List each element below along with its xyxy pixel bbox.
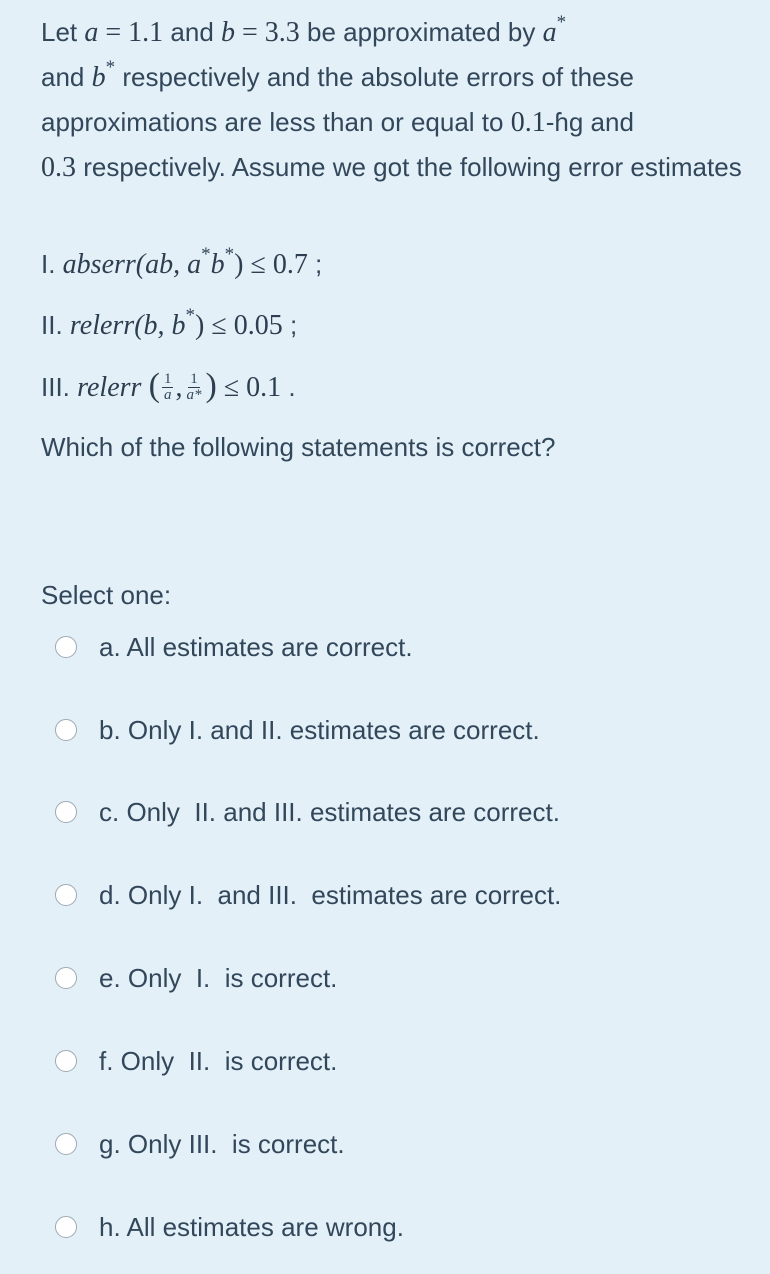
- estimate-2: II. relerr(b, b*) ≤ 0.05 ;: [41, 305, 298, 341]
- radio-button-f[interactable]: [55, 1050, 77, 1072]
- estimate-3: III. relerr ( $\frac{1}{a}$ , $\frac{1}{a*}$ ) ≤ 0.1 .: [41, 367, 296, 404]
- radio-button-a[interactable]: [55, 636, 77, 658]
- option-d[interactable]: [55, 873, 561, 917]
- option-b[interactable]: [55, 708, 540, 752]
- radio-button-b[interactable]: [55, 719, 77, 741]
- option-h-label[interactable]: h. All estimates are wrong.: [99, 1211, 404, 1242]
- option-a[interactable]: [55, 625, 413, 669]
- option-e-label[interactable]: e. Only I. is correct.: [99, 962, 338, 993]
- option-f[interactable]: [55, 1039, 337, 1083]
- option-h[interactable]: [55, 1205, 404, 1249]
- option-g-label[interactable]: g. Only III. is correct.: [99, 1128, 345, 1159]
- radio-button-g[interactable]: [55, 1133, 77, 1155]
- radio-button-h[interactable]: [55, 1216, 77, 1238]
- question-prompt: Which of the following statements is correct?: [41, 432, 556, 462]
- fraction-one-over-a-star: $\frac{1}{a*}$: [186, 370, 202, 403]
- select-one-label: Select one:: [41, 580, 172, 610]
- option-c[interactable]: [55, 790, 560, 834]
- option-d-label[interactable]: d. Only I. and III. estimates are correct.: [99, 879, 562, 910]
- estimate-1: I. abserr(ab, a*b*) ≤ 0.7 ;: [41, 244, 323, 280]
- option-b-label[interactable]: b. Only I. and II. estimates are correct.: [99, 714, 540, 745]
- option-f-label[interactable]: f. Only II. is correct.: [99, 1045, 338, 1076]
- question-text: Let a = 1.1 and b = 3.3 be approximated by a* and b* respectively and the absolute errors of these approximations are less than or equal to 0.1-ɦg and 0.3 respectively. Assume we got the following error estimates: [41, 12, 742, 183]
- radio-button-d[interactable]: [55, 884, 77, 906]
- option-g[interactable]: [55, 1122, 345, 1166]
- option-a-label[interactable]: a. All estimates are correct.: [99, 631, 413, 662]
- radio-button-e[interactable]: [55, 967, 77, 989]
- option-e[interactable]: [55, 956, 337, 1000]
- option-c-label[interactable]: c. Only II. and III. estimates are correct.: [99, 796, 560, 827]
- fraction-one-over-a: $\frac{1}{a}$: [163, 370, 172, 403]
- radio-button-c[interactable]: [55, 801, 77, 823]
